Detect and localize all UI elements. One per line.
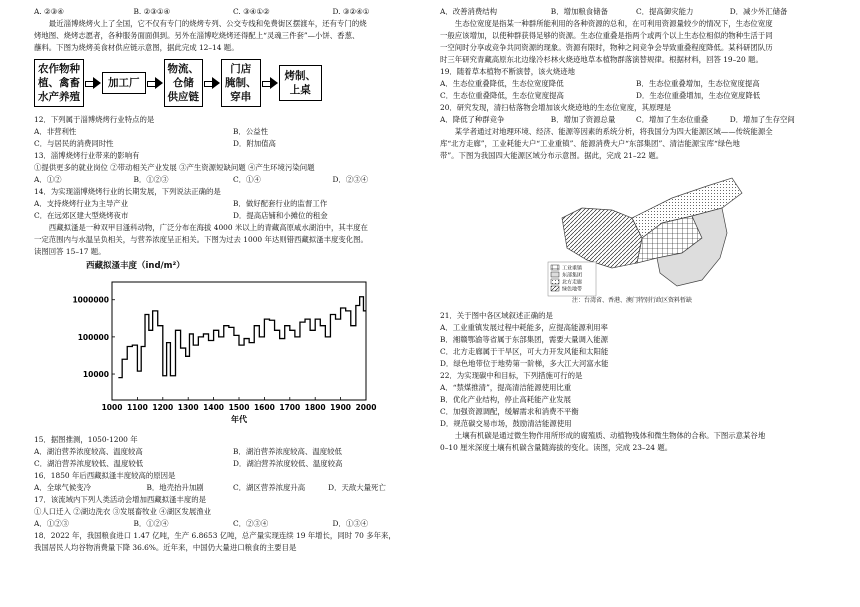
flow-text: 农作物种 <box>38 62 80 75</box>
flow-box-factory <box>102 72 146 94</box>
option: C．湖区营养浓度升高 <box>232 482 306 492</box>
option: D．绿色地带位于地势第一阶梯，多大江大河富水能 <box>440 358 609 368</box>
option: A．①② <box>34 174 62 184</box>
flow-box-farming <box>34 59 84 108</box>
q13-items: ①提供更多的就业岗位 ②带动相关产业发展 ③产生资源短缺问题 ④产生环境污染问题 <box>34 162 315 172</box>
option: D．②③④ <box>332 174 368 184</box>
option: A．全球气候变冷 <box>34 482 92 492</box>
option: D．附加值高 <box>233 138 276 148</box>
legend-text: 东部集团 <box>562 272 583 279</box>
y-tick-label: 100000 <box>77 332 109 342</box>
left-column <box>34 6 432 554</box>
passage-soil-carbon <box>440 430 832 454</box>
china-energy-map <box>542 168 762 306</box>
option: B．优化产业结构，停止高耗能产业发展 <box>440 394 572 404</box>
x-axis-label: 年代 <box>231 414 247 424</box>
option: A．①②③ <box>34 518 69 528</box>
chart-svg <box>54 270 377 430</box>
text-line: 最近淄博烧烤火上了全国，它不仅有专门的烧烤专列、公交专线和免费街区摆渡车，还有专门的烧 <box>48 18 367 28</box>
option: C．①④ <box>233 174 261 184</box>
passage-daphnia <box>34 222 432 258</box>
q13-options <box>34 174 432 186</box>
option: B．湘赣鄂渝等省属于东部集团，需要大量调入能源 <box>440 334 609 344</box>
chart-title: 西藏拟溞丰度（ind/m²） <box>86 260 185 271</box>
passage-niche <box>440 18 832 66</box>
text-line: 0–10 厘米深度土壤有机碳含量随海拔的变化。读图，完成 23–24 题。 <box>440 442 673 452</box>
option: D．①③④ <box>332 518 368 528</box>
option: C．与居民的消费同时性 <box>34 138 114 148</box>
q15-options <box>34 446 432 470</box>
text-line: 一般应该增加，以使种群获得足够的资源。生态位重叠是指两个或两个以上生态位相似的物种生活于同 <box>440 30 773 40</box>
text-line: 土壤有机碳是通过微生物作用所形成的腐殖质、动植物残体和微生物体的合称。下图示意某谷地 <box>454 430 766 440</box>
option: C．加强资源调配，缓解需求和消费不平衡 <box>440 406 579 416</box>
q18-options <box>440 6 832 18</box>
question-18 <box>34 530 432 554</box>
question-13: 13．淄博烧烤行业带来的影响有 <box>34 150 140 160</box>
option: A．降低了种群竞争 <box>440 114 505 124</box>
passage-bbq <box>34 18 432 54</box>
x-tick-label: 1700 <box>279 402 301 412</box>
option: B．公益性 <box>233 126 268 136</box>
q17-options <box>34 518 432 530</box>
arrow-icon <box>204 77 220 89</box>
text-line: 18．2022 年，我国粮食进口 1.47 亿吨，生产 6.8653 亿吨，总产量实现连续 19 年增长，同时 70 多年来， <box>34 530 396 540</box>
q21-options <box>440 322 832 370</box>
option: C．提高御灾能力 <box>635 7 694 16</box>
text-line: 带”。下图为我国四大能源区域分布示意图。据此，完成 21–22 题。 <box>440 150 664 160</box>
q19-options <box>440 78 832 102</box>
option: B．生态位重叠增加，生态位宽度提高 <box>636 78 760 88</box>
option: A．支持烧烤行业为主导产业 <box>34 198 129 208</box>
option: D．减少外汇储备 <box>729 7 788 16</box>
flow-text: 物流、 <box>167 62 199 75</box>
text-line: 时三年研究青藏高原东北边缘冷杉林火烧迹地草本植物群落演替规律。根据材料，回答 19–20 题。 <box>440 54 763 64</box>
question-15: 15．据图推测，1050-1200 年 <box>34 434 138 444</box>
flow-text: 烤制、 <box>284 69 316 82</box>
text-line: 库“北方走廊”，工业耗能大户“工业重镇”、能源消费大户“东部集团”、清洁能源宝库“绿色地 <box>440 138 740 148</box>
option: C．在远郊区建大型烧烤夜市 <box>34 210 129 220</box>
question-22: 22．为实现碳中和目标，下列措施可行的是 <box>440 370 583 380</box>
option: D．增加了生存空间 <box>729 114 795 124</box>
x-tick-label: 1900 <box>330 402 352 412</box>
flow-box-logistics <box>164 59 204 108</box>
arrow-icon <box>85 77 101 89</box>
q17-items: ①人口迁入 ②湖边洗衣 ③发展畜牧业 ④湖区发展渔业 <box>34 506 212 516</box>
q14-options <box>34 198 432 222</box>
map-svg <box>542 168 762 298</box>
flow-text: 仓储 <box>172 76 194 89</box>
arrow-icon <box>147 77 163 89</box>
option: D．湖泊营养浓度较低、温度较高 <box>233 458 343 468</box>
option: B．增加了资源总量 <box>550 114 616 124</box>
option: D．生态位重叠增加，生态位宽度降低 <box>636 90 761 100</box>
legend-text: 绿色地带 <box>562 286 583 293</box>
text-line: 一定范围内与水温呈负相关，与营养浓度呈正相关。下图为过去 1000 年达则错西藏拟溞丰度变化图。 <box>34 234 368 244</box>
option: B. ②③①④ <box>133 7 171 16</box>
q22-options <box>440 382 832 430</box>
option: B．做好配套行业的监督工作 <box>233 198 328 208</box>
option: B．湖泊营养浓度较高、温度较低 <box>233 446 342 456</box>
x-tick-label: 1800 <box>304 402 326 412</box>
x-tick-label: 1300 <box>177 402 199 412</box>
x-tick-label: 1400 <box>203 402 225 412</box>
x-tick-label: 1000 <box>101 402 123 412</box>
option: A．生态位重叠降低，生态位宽度降低 <box>440 78 564 88</box>
text-line: 蘸料。下图为烧烤美食材供应链示意图，据此完成 12–14 题。 <box>34 42 239 52</box>
option: C．北方走廊属于干旱区，可大力开发风能和太阳能 <box>440 346 609 356</box>
option: A．非营利性 <box>34 126 77 136</box>
option: D．天敌大量死亡 <box>328 482 386 492</box>
x-tick-label: 1600 <box>253 402 275 412</box>
x-tick-label: 1500 <box>228 402 250 412</box>
flow-box-store <box>221 59 261 108</box>
option: B．地壳抬升加剧 <box>146 482 204 492</box>
flow-text: 供应链 <box>167 91 199 104</box>
legend-text: 北方走廊 <box>562 279 583 286</box>
map-legend <box>548 262 596 296</box>
y-tick-label: 10000 <box>82 369 109 379</box>
question-12: 12．下列属于淄博烧烤行业特点的是 <box>34 114 155 124</box>
text-line: 读图回答 15–17 题。 <box>34 246 106 256</box>
question-21: 21．关于图中各区域叙述正确的是 <box>440 310 553 320</box>
text-line: 我国居民人均谷物消费量下降 36.6%。近年来，中国仍大量进口粮食的主要目是 <box>34 542 297 552</box>
flow-box-grill <box>279 65 323 101</box>
flow-text: 穿串 <box>230 91 252 104</box>
flow-text: 植、禽畜 <box>38 76 80 89</box>
q11-options <box>34 6 432 18</box>
option: A．改善消费结构 <box>440 7 498 16</box>
option: C. ③④①② <box>233 7 270 16</box>
question-19: 19．随着草本植物不断演替，该火烧迹地 <box>440 66 576 76</box>
flow-text: 腌制、 <box>225 76 257 89</box>
option: A．湖泊营养浓度较高、温度较高 <box>34 446 143 456</box>
option: B．①②④ <box>133 518 169 528</box>
x-tick-label: 1100 <box>126 402 148 412</box>
question-14: 14．为实现淄博烧烤行业的长期发展，下列说法正确的是 <box>34 186 221 196</box>
region-green-belt <box>562 208 642 268</box>
flow-text: 加工厂 <box>108 76 140 89</box>
q16-options <box>34 482 432 494</box>
option: C．生态位重叠降低，生态位宽度提高 <box>440 90 564 100</box>
option: D．提高店铺和小摊位的租金 <box>233 210 328 220</box>
question-17: 17．该流域内下列人类活动会增加西藏拟溞丰度的是 <box>34 494 207 504</box>
question-20: 20．研究发现，清扫枯落物会增加该火烧迹地的生态位宽度，其原理是 <box>440 102 672 112</box>
text-line: 烤地图、烧烤志愿者，各种服务面面俱到。另外在淄博吃烧烤还得配上“灵魂三件套”—小饼、香葱、 <box>34 30 360 40</box>
q12-options <box>34 126 432 150</box>
arrow-icon <box>262 77 278 89</box>
option: D. ③②④① <box>332 7 370 16</box>
map-note: 注：台湾省、香港、澳门特别行政区资料暂缺 <box>572 297 693 305</box>
question-16: 16．1850 年后西藏拟溞丰度较高的原因是 <box>34 470 176 480</box>
series-line <box>118 297 365 378</box>
abundance-chart <box>34 260 432 432</box>
x-tick-label: 1200 <box>152 402 174 412</box>
right-column <box>440 6 832 454</box>
flow-text: 上桌 <box>289 83 311 96</box>
option: B．增加粮食储备 <box>550 7 608 16</box>
option: A．工业重镇发展过程中耗能多，应提高能源利用率 <box>440 322 608 332</box>
q20-options <box>440 114 832 126</box>
option: D．规范碳交易市场，鼓励清洁能源使用 <box>440 418 572 428</box>
x-tick-label: 2000 <box>355 402 377 412</box>
y-tick-label: 1000000 <box>72 295 109 305</box>
option: A．“禁煤推清”，提高清洁能源使用比重 <box>440 382 572 392</box>
flow-text: 水产养殖 <box>38 91 80 104</box>
option: C．增加了生态位重叠 <box>635 114 709 124</box>
option: C．②③④ <box>233 518 269 528</box>
text-line: 一空间时分享或竞争共同资源的现象。资源有限时，物种之间竞争会导致重叠程度降低。某科研团队历 <box>440 42 773 52</box>
text-line: 生态位宽度是指某一种群所能利用的各种资源的总和，在可利用资源量较少的情况下，生态位宽度 <box>454 18 773 28</box>
option: C．湖泊营养浓度较低、温度较低 <box>34 458 144 468</box>
text-line: 某学者通过对地理环境、经济、能源等因素的系统分析，将我国分为四大能源区域——传统能源全 <box>454 126 773 136</box>
passage-energy <box>440 126 832 162</box>
option: B．①②③ <box>133 174 169 184</box>
text-line: 西藏拟溞是一种双甲目溞科动物，广泛分布在海拔 4000 米以上的青藏高原咸水湖泊中，其丰度在 <box>48 222 368 232</box>
legend-text: 工业重镇 <box>562 265 583 272</box>
flow-text: 门店 <box>230 62 252 75</box>
option: A. ②③④ <box>34 7 64 16</box>
supply-chain-flowchart <box>34 58 432 108</box>
